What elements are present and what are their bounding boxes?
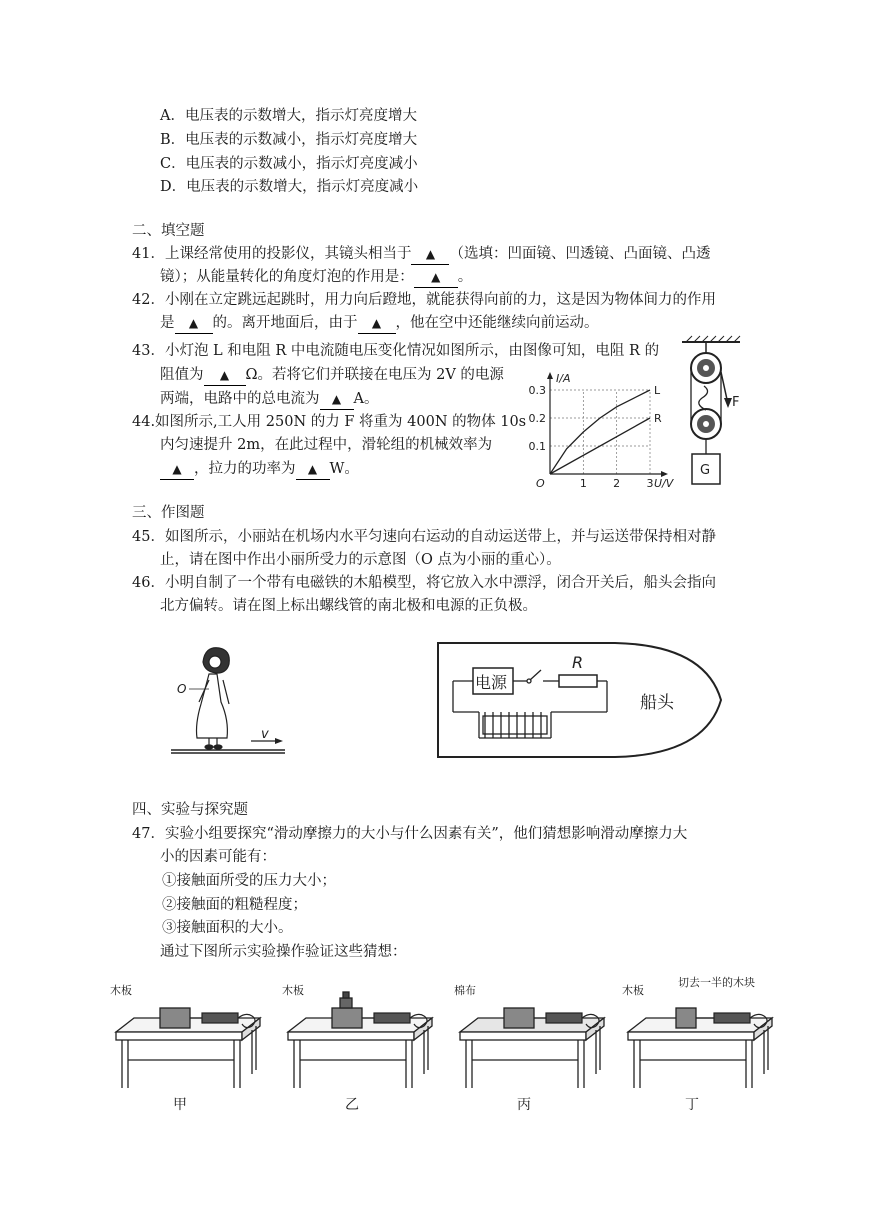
blank-marker: ▲ xyxy=(425,247,436,261)
q42-blank-1[interactable] xyxy=(175,313,213,334)
v-label: v xyxy=(261,727,269,742)
q43-blank-2[interactable] xyxy=(320,389,354,410)
blank-marker: ▲ xyxy=(331,392,342,406)
section-title-experiment: 四、实验与探究题 xyxy=(132,802,248,818)
x-tick-label: 3 xyxy=(646,477,654,490)
section-title-drawing: 三、作图题 xyxy=(132,505,205,521)
solenoid-icon xyxy=(479,712,551,738)
question-42-line1: 42．小刚在立定跳远起跳时，用力向后蹬地，就能获得向前的力，这是因为物体间力的作用 xyxy=(132,292,716,308)
iu-graph xyxy=(520,360,674,490)
x-tick-label: 1 xyxy=(579,477,587,490)
q43-text-b: Ω。若将它们并联接在电压为 2V 的电源 xyxy=(245,367,504,383)
q42-text-a: 是 xyxy=(160,315,175,331)
blank-marker: ▲ xyxy=(172,462,182,476)
surface-label: 棉布 xyxy=(454,984,476,997)
wood-block-icon xyxy=(504,1008,534,1028)
resistor-icon xyxy=(559,675,597,687)
surface-label: 木板 xyxy=(110,984,132,997)
question-47-line3: 通过下图所示实验操作验证这些猜想： xyxy=(160,944,407,960)
experiment-figures xyxy=(110,970,780,1120)
question-47-line1: 47．实验小组要探究“滑动摩擦力的大小与什么因素有关”，他们猜想影响滑动摩擦力大 xyxy=(132,826,688,842)
q43-text-d: A。 xyxy=(353,391,379,407)
movable-pulley-icon xyxy=(691,409,721,439)
q44-blank-1[interactable] xyxy=(160,459,194,480)
force-label: F xyxy=(732,395,740,410)
wood-block-icon xyxy=(676,1008,696,1028)
experiment-panel xyxy=(622,970,782,1120)
ceiling-icon xyxy=(682,336,740,342)
bow-label: 船头 xyxy=(640,693,674,713)
surface-label: 木板 xyxy=(282,984,304,997)
q41-text-a: 41．上课经常使用的投影仪，其镜头相当于 xyxy=(132,246,412,262)
q44-text-b: W。 xyxy=(329,461,359,477)
x-tick-label: 2 xyxy=(613,477,621,490)
question-44-line3 xyxy=(160,459,359,480)
hypothesis-1: ①接触面所受的压力大小； xyxy=(162,873,336,889)
r-label: R xyxy=(572,653,584,672)
question-47-line2: 小的因素可能有： xyxy=(160,849,276,865)
hypothesis-3: ③接触面积的大小。 xyxy=(162,920,293,936)
series-label-R: R xyxy=(654,412,662,425)
switch-icon xyxy=(513,670,559,683)
question-43-line1: 43．小灯泡 L 和电阻 R 中电流随电压变化情况如图所示，由图像可知，电阻 R 的 xyxy=(132,343,660,359)
option-a: A．电压表的示数增大，指示灯亮度增大 xyxy=(160,108,417,124)
series-label-L: L xyxy=(654,384,661,397)
section-title-fill-blank: 二、填空题 xyxy=(132,223,205,239)
question-43-line2 xyxy=(160,365,504,386)
question-44-line1: 44.如图所示,工人用 250N 的力 F 将重为 400N 的物体 10s xyxy=(132,414,527,430)
fixed-pulley-icon xyxy=(691,353,721,383)
pulley-figure xyxy=(676,336,746,490)
o-label: O xyxy=(177,682,187,696)
surface-label: 木板 xyxy=(622,984,644,997)
q43-text-a: 阻值为 xyxy=(160,367,204,383)
y-axis-arrow xyxy=(547,372,553,379)
q41-blank-1[interactable] xyxy=(411,244,449,265)
q43-text-c: 两端，电路中的总电流为 xyxy=(160,391,320,407)
question-42-line2 xyxy=(160,313,599,334)
origin-label: O xyxy=(536,477,545,490)
power-label: 电源 xyxy=(475,673,508,692)
weight-label: G xyxy=(700,463,711,478)
force-arrow-icon xyxy=(721,372,732,408)
q41-text-c: 镜）；从能量转化的角度灯泡的作用是： xyxy=(160,269,414,285)
blank-marker: ▲ xyxy=(371,316,382,330)
question-46-line2: 北方偏转。请在图上标出螺线管的南北极和电源的正负极。 xyxy=(160,598,537,614)
q41-text-b: （选填：凹面镜、凹透镜、凸面镜、凸透 xyxy=(449,246,711,262)
blank-marker: ▲ xyxy=(188,316,199,330)
girl-icon xyxy=(197,648,230,749)
y-axis-label: I/A xyxy=(556,372,571,385)
half-block-note: 切去一半的木块 xyxy=(678,976,755,989)
blank-marker: ▲ xyxy=(219,368,230,382)
conveyor-belt xyxy=(171,750,285,753)
wood-block-icon xyxy=(160,1008,190,1028)
q42-text-b: 的。离开地面后，由于 xyxy=(212,315,358,331)
question-45-line1: 45．如图所示，小丽站在机场内水平匀速向右运动的自动运送带上，并与运送带保持相对静 xyxy=(132,529,716,545)
question-41-line2 xyxy=(160,267,472,288)
experiment-panel xyxy=(110,970,270,1120)
question-43-line3 xyxy=(160,389,378,410)
question-44-line2: 内匀速提升 2m，在此过程中，滑轮组的机械效率为 xyxy=(160,437,493,453)
q42-text-c: ，他在空中还能继续向前运动。 xyxy=(395,315,599,331)
boat-circuit-figure xyxy=(435,640,725,762)
figure-caption: 乙 xyxy=(345,1097,359,1113)
option-d: D．电压表的示数增大，指示灯亮度减小 xyxy=(160,179,419,195)
iu-series xyxy=(550,384,662,474)
q44-text-a: ，拉力的功率为 xyxy=(194,461,296,477)
conveyor-girl-figure xyxy=(165,640,290,760)
x-axis-label: U/V xyxy=(654,477,674,490)
y-tick-label: 0.1 xyxy=(528,440,546,453)
series-line-L xyxy=(550,390,650,474)
question-45-line2: 止，请在图中作出小丽所受力的示意图（O 点为小丽的重心）。 xyxy=(160,552,561,568)
figure-caption: 丁 xyxy=(685,1097,699,1113)
blank-marker: ▲ xyxy=(431,270,441,284)
figure-caption: 甲 xyxy=(173,1097,187,1113)
question-41-line1 xyxy=(132,244,710,265)
wood-block-icon xyxy=(332,992,362,1028)
q42-blank-2[interactable] xyxy=(358,313,396,334)
question-46-line1: 46．小明自制了一个带有电磁铁的木船模型，将它放入水中漂浮，闭合开关后，船头会指向 xyxy=(132,575,716,591)
blank-marker: ▲ xyxy=(307,462,318,476)
experiment-panel xyxy=(454,970,614,1120)
y-tick-label: 0.3 xyxy=(528,384,546,397)
q41-blank-2[interactable] xyxy=(414,267,458,288)
option-c: C．电压表的示数减小，指示灯亮度减小 xyxy=(160,156,418,172)
y-tick-label: 0.2 xyxy=(528,412,546,425)
option-b: B．电压表的示数减小，指示灯亮度增大 xyxy=(160,132,418,148)
hypothesis-2: ②接触面的粗糙程度； xyxy=(162,897,307,913)
q44-blank-2[interactable] xyxy=(296,459,330,480)
q43-blank-1[interactable] xyxy=(204,365,246,386)
q41-text-d: 。 xyxy=(457,269,473,285)
figure-caption: 丙 xyxy=(517,1097,531,1113)
experiment-panel xyxy=(282,970,442,1120)
table-icon xyxy=(628,1018,772,1088)
